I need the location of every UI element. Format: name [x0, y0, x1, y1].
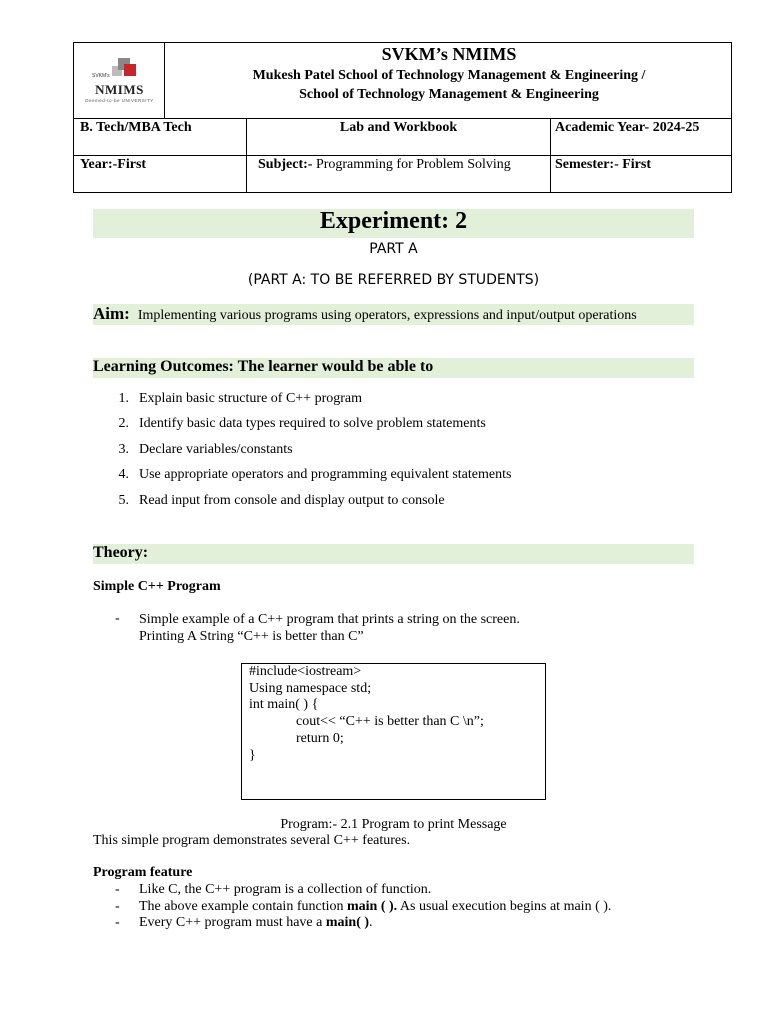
theory-heading: Theory:: [93, 544, 149, 561]
semester-cell: Semester:- First: [555, 157, 652, 172]
program-caption: Program:- 2.1 Program to print Message: [280, 817, 507, 832]
subject-value: Programming for Problem Solving: [312, 157, 511, 172]
code-line: #include<iostream>: [249, 664, 362, 679]
year-cell: Year:-First: [80, 157, 147, 172]
experiment-title: Experiment: 2: [319, 208, 468, 234]
school-line-2: School of Technology Management & Engineering: [299, 87, 599, 102]
learning-outcomes-heading: Learning Outcomes: The learner would be able to: [93, 358, 434, 375]
logo-small-text: SVKM's: [92, 73, 110, 79]
header-table: [73, 42, 732, 193]
school-line-1: Mukesh Patel School of Technology Management & Engineering /: [252, 68, 646, 83]
logo-mark-icon: [106, 58, 142, 80]
code-line: cout<< “C++ is better than C \n”;: [296, 714, 484, 729]
aim-line: [93, 304, 637, 324]
bullet-line-2: Printing A String “C++ is better than C”: [139, 629, 364, 644]
bullet-line-1: Simple example of a C++ program that prints a string on the screen.: [139, 612, 520, 627]
subject-cell: [258, 157, 511, 173]
code-line: Using namespace std;: [249, 681, 372, 696]
program-feature-heading: Program feature: [93, 865, 193, 880]
theory-subheading: Simple C++ Program: [93, 579, 221, 594]
logo-main-text: NMIMS: [95, 82, 144, 97]
code-box: [241, 663, 546, 800]
org-name: SVKM’s NMIMS: [381, 44, 517, 64]
program-intro: This simple program demonstrates several C++ features.: [93, 833, 411, 848]
part-note: (PART A: TO BE REFERRED BY STUDENTS): [247, 272, 540, 288]
academic-year-cell: Academic Year- 2024-25: [555, 120, 700, 135]
code-line: int main( ) {: [249, 697, 319, 712]
program-cell: B. Tech/MBA Tech: [80, 120, 192, 135]
logo-sub-text: Deemed-to-be UNIVERSITY: [85, 98, 154, 103]
book-cell: Lab and Workbook: [339, 120, 458, 135]
bullet-dash: -: [115, 611, 120, 626]
subject-label: Subject:-: [258, 157, 313, 172]
aim-text: Implementing various programs using operators, expressions and input/output operations: [137, 308, 637, 323]
theory-band: [93, 544, 694, 564]
code-line: }: [249, 748, 256, 763]
aim-label: Aim:: [93, 304, 130, 323]
part-label: PART A: [369, 241, 418, 257]
code-line: return 0;: [296, 731, 344, 746]
nmims-logo: [74, 43, 165, 118]
